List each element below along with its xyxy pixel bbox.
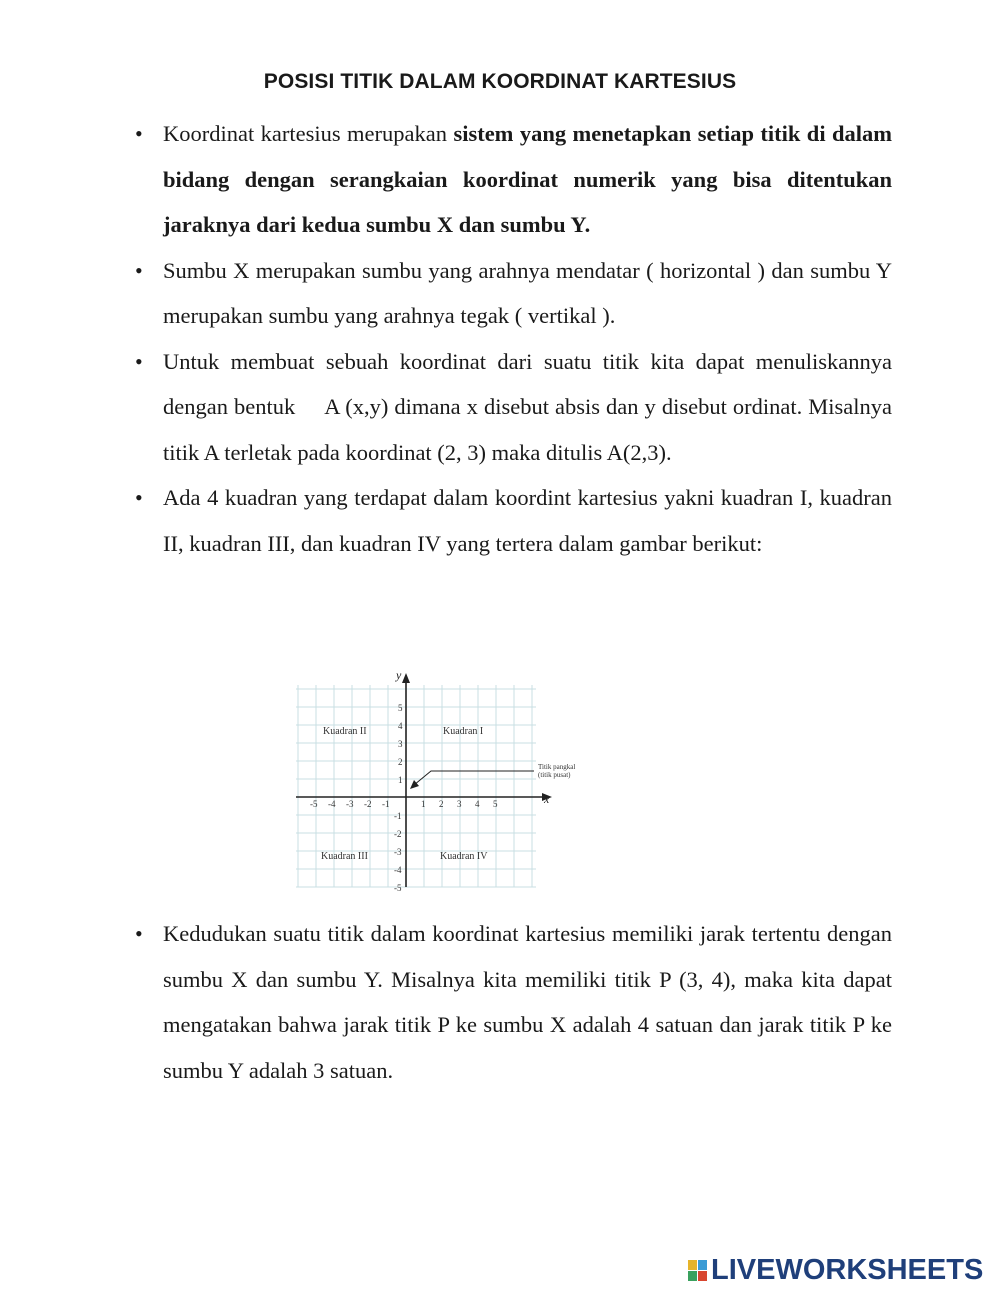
y-tick-label: -1 xyxy=(394,811,402,821)
quadrant-1-label: Kuadran I xyxy=(443,726,484,737)
y-tick-label: 4 xyxy=(398,721,403,731)
origin-annotation xyxy=(410,763,575,789)
bullet-item-5 xyxy=(135,911,892,1093)
page-title: POSISI TITIK DALAM KOORDINAT KARTESIUS xyxy=(263,70,737,93)
bullet-1-bold: sistem yang menetapkan setiap titik di dalam bidang dengan serangkaian koordinat numerik yang bisa ditentukan jaraknya dari kedua sumbu X dan sumbu Y. xyxy=(163,121,892,237)
x-tick-label: 2 xyxy=(439,799,444,809)
bullet-5-text: Kedudukan suatu titik dalam koordinat kartesius memiliki jarak tertentu dengan sumbu X dan sumbu Y. Misalnya kita memiliki titik P (3, 4), maka kita dapat mengatakan bahwa jarak titik P ke sumbu X adalah 4 satuan dan jarak titik P ke sumbu Y adalah 3 satuan. xyxy=(163,921,892,1083)
y-tick-label: 1 xyxy=(398,775,403,785)
x-tick-label: 5 xyxy=(493,799,498,809)
y-tick-label: -4 xyxy=(394,865,402,875)
liveworksheets-logo-icon xyxy=(688,1260,707,1281)
x-tick-label: 4 xyxy=(475,799,480,809)
y-tick-label: -5 xyxy=(394,883,402,893)
y-tick-label: 5 xyxy=(398,703,403,713)
bullet-4-text: Ada 4 kuadran yang terdapat dalam koordint kartesius yakni kuadran I, kuadran II, kuadran III, dan kuadran IV yang tertera dalam gambar berikut: xyxy=(163,485,892,556)
x-tick-label: -2 xyxy=(364,799,372,809)
y-tick-label: -3 xyxy=(394,847,402,857)
origin-pointer-line xyxy=(414,771,534,785)
logo-text: LIVEWORKSHEETS xyxy=(711,1253,984,1286)
origin-label-line2: (titik pusat) xyxy=(538,771,571,779)
bullet-item-4 xyxy=(135,475,892,566)
y-axis-label: y xyxy=(396,668,402,682)
y-tick-label: -2 xyxy=(394,829,402,839)
bullet-list-2 xyxy=(135,911,892,1093)
x-tick-label: -5 xyxy=(310,799,318,809)
bullet-list xyxy=(135,111,898,566)
x-tick-label: 3 xyxy=(457,799,462,809)
x-tick-label: -4 xyxy=(328,799,336,809)
bullet-item-3 xyxy=(135,339,898,476)
quadrant-2-label: Kuadran II xyxy=(323,726,367,737)
bullet-1-plain: Koordinat kartesius merupakan xyxy=(163,121,454,146)
y-axis-arrow xyxy=(402,673,410,683)
bullet-2-text: Sumbu X merupakan sumbu yang arahnya mendatar ( horizontal ) dan sumbu Y merupakan sumbu yang arahnya tegak ( vertikal ). xyxy=(163,257,892,328)
bullet-3-text: Untuk membuat sebuah koordinat dari suatu titik kita dapat menuliskannya dengan bentuk A (x,y) dimana x disebut absis dan y disebut ordinat. Misalnya titik A terletak pada koordinat (2, 3) maka ditulis A(2,3). xyxy=(163,348,898,465)
origin-label-line1: Titik pangkal xyxy=(538,763,576,771)
quadrant-labels xyxy=(321,726,488,862)
quadrant-4-label: Kuadran IV xyxy=(440,851,488,862)
bullet-item-1 xyxy=(135,111,892,248)
x-axis-label: x xyxy=(544,792,550,806)
x-tick-label: 1 xyxy=(421,799,426,809)
quadrant-3-label: Kuadran III xyxy=(321,851,368,862)
bullet-item-2 xyxy=(135,248,892,339)
y-tick-label: 2 xyxy=(398,757,403,767)
cartesian-graph xyxy=(290,665,600,895)
liveworksheets-logo xyxy=(688,1250,983,1290)
x-tick-label: -1 xyxy=(382,799,390,809)
x-tick-label: -3 xyxy=(346,799,354,809)
y-tick-label: 3 xyxy=(398,739,403,749)
